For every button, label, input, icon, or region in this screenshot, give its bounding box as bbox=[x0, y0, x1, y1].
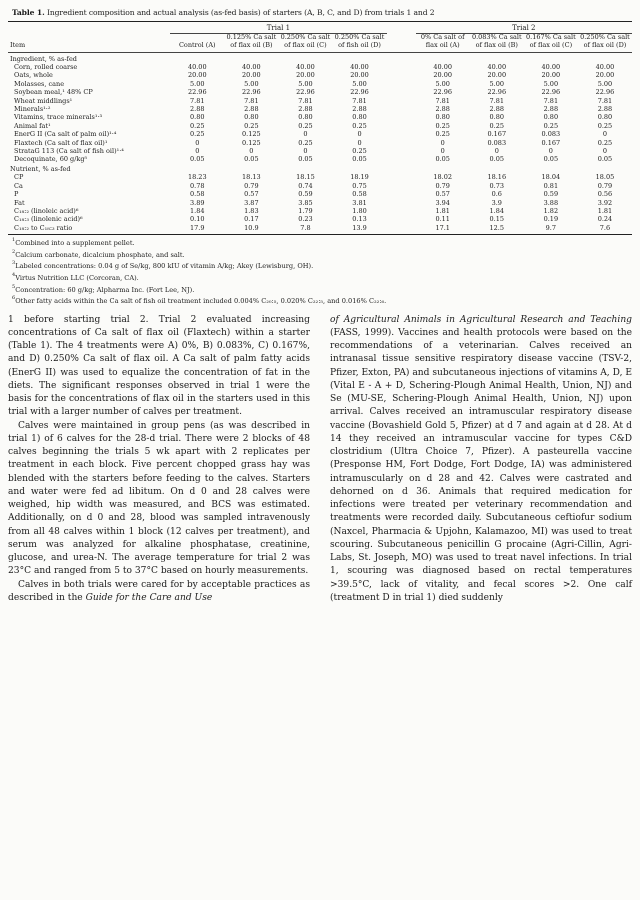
footnote-text: Concentration: 60 g/kg; Alpharma Inc. (Fort Lee, NJ). bbox=[15, 285, 195, 294]
trial1-cell: 40.00 bbox=[187, 63, 207, 71]
trial2-cell: 0 bbox=[602, 130, 608, 139]
trial1-cell: 0.25 bbox=[298, 121, 313, 130]
table-row bbox=[8, 147, 632, 155]
table-row bbox=[8, 199, 632, 207]
trial2-cell: 0 bbox=[494, 147, 499, 156]
trial2-cell: 20.00 bbox=[595, 71, 615, 80]
trial2-cell: 0.79 bbox=[597, 181, 613, 190]
trial2-cell: 0.25 bbox=[543, 121, 559, 130]
trial2-cell: 18.04 bbox=[541, 173, 561, 182]
trial2-cell: 0 bbox=[602, 147, 608, 156]
trial2-cell: 0.167 bbox=[487, 130, 507, 139]
trial2-cell: 0.79 bbox=[435, 181, 450, 190]
table-row bbox=[8, 139, 632, 147]
trial2-cell: 0.11 bbox=[435, 215, 450, 224]
table-row bbox=[8, 190, 632, 198]
trial2-cell: 0.15 bbox=[489, 215, 505, 224]
document-page bbox=[8, 0, 632, 605]
trial1-column-header: Control (A) bbox=[178, 41, 216, 49]
paragraph-italic-text: of Agricultural Animals in Agricultural Research and Teaching bbox=[330, 314, 632, 325]
trial1-cell: 10.9 bbox=[244, 223, 259, 232]
trial1-cell: 0.17 bbox=[244, 215, 259, 224]
trial2-cell: 0.05 bbox=[435, 155, 450, 164]
trial2-cell: 20.00 bbox=[541, 71, 561, 80]
trial2-cell: 0.083 bbox=[541, 130, 561, 139]
trial1-cell: 2.88 bbox=[190, 105, 205, 114]
trial2-cell: 0.80 bbox=[543, 113, 559, 122]
footnote-text: Virtus Nutrition LLC (Corcoran, CA). bbox=[15, 273, 139, 282]
table-row bbox=[8, 97, 632, 105]
trial2-cell: 0 bbox=[548, 147, 553, 156]
section-title: Ingredient, % as-fed bbox=[10, 54, 77, 63]
trial1-cell: 20.00 bbox=[350, 71, 369, 80]
trial1-cell: 18.19 bbox=[350, 173, 369, 182]
trial2-cell: 2.88 bbox=[543, 105, 559, 114]
trial1-cell: 2.88 bbox=[298, 105, 313, 114]
trial2-cell: 2.88 bbox=[435, 105, 450, 114]
trial2-cell: 0.59 bbox=[543, 190, 559, 199]
trial1-cell: 0.78 bbox=[190, 181, 205, 190]
trial1-cell: 7.81 bbox=[190, 96, 205, 105]
trial1-cell: 13.9 bbox=[352, 223, 367, 232]
footnote bbox=[8, 261, 632, 273]
row-label: Decoquinate, 60 g/kg⁵ bbox=[14, 155, 88, 164]
ingredient-table bbox=[8, 22, 632, 234]
footnote-mark: 1 bbox=[12, 237, 16, 244]
trial1-cell: 0.58 bbox=[352, 190, 367, 199]
trial1-column-header: 0.250% Ca salt of fish oil (D) bbox=[334, 33, 385, 49]
footnote bbox=[8, 296, 632, 308]
trial1-cell: 0.10 bbox=[190, 215, 205, 224]
footnote-mark: 4 bbox=[12, 271, 16, 278]
body-paragraph bbox=[330, 314, 632, 606]
trial1-cell: 0 bbox=[357, 138, 362, 147]
trial1-cell: 0 bbox=[249, 147, 254, 156]
trial2-cell: 18.02 bbox=[433, 173, 452, 182]
table-row bbox=[8, 80, 632, 88]
trial2-cell: 20.00 bbox=[487, 71, 507, 80]
row-label: Minerals¹·² bbox=[14, 105, 51, 114]
table-row bbox=[8, 71, 632, 79]
trial1-cell: 0.25 bbox=[190, 121, 205, 130]
table-row bbox=[8, 182, 632, 190]
trial2-cell: 7.81 bbox=[597, 96, 613, 105]
trial1-cell: 0.80 bbox=[190, 113, 205, 122]
trial1-cell: 3.87 bbox=[244, 198, 259, 207]
trial2-cell: 1.84 bbox=[489, 206, 505, 215]
trial1-cell: 0.25 bbox=[244, 121, 259, 130]
table-row bbox=[8, 105, 632, 113]
trial2-cell: 0.6 bbox=[491, 190, 502, 199]
trial1-cell: 2.88 bbox=[352, 105, 367, 114]
trial2-cell: 0.81 bbox=[543, 181, 559, 190]
trial2-cell: 0.25 bbox=[597, 138, 613, 147]
trial-header-row bbox=[8, 22, 632, 34]
row-label: Fat bbox=[14, 198, 25, 207]
trial2-cell: 0.80 bbox=[435, 113, 450, 122]
footnote-mark: 6 bbox=[12, 295, 16, 302]
trial1-cell: 0.58 bbox=[190, 190, 205, 199]
row-label: Animal fat¹ bbox=[14, 121, 51, 130]
table-row bbox=[8, 113, 632, 121]
table-bottom-rule bbox=[8, 234, 632, 235]
trial1-cell: 40.00 bbox=[350, 63, 369, 71]
trial2-cell: 0.73 bbox=[489, 181, 505, 190]
row-label: P bbox=[14, 190, 19, 199]
trial1-cell: 0.25 bbox=[190, 130, 205, 139]
trial1-cell: 0 bbox=[357, 130, 362, 139]
row-label: Flaxtech (Ca salt of flax oil)¹ bbox=[14, 138, 108, 147]
footnote-mark: 5 bbox=[12, 283, 16, 290]
footnote-text: Combined into a supplement pellet. bbox=[15, 239, 135, 248]
trial1-cell: 0 bbox=[303, 147, 308, 156]
trial1-cell: 0 bbox=[195, 138, 200, 147]
table-footnotes bbox=[8, 238, 632, 308]
body-paragraph bbox=[8, 579, 310, 606]
trial2-cell: 1.81 bbox=[435, 206, 450, 215]
trial2-cell: 0.05 bbox=[597, 155, 613, 164]
trial2-cell: 22.96 bbox=[541, 88, 561, 97]
trial2-cell: 5.00 bbox=[597, 79, 613, 88]
trial1-cell: 0 bbox=[195, 147, 200, 156]
trial2-cell: 3.92 bbox=[597, 198, 613, 207]
trial1-cell: 0.13 bbox=[352, 215, 367, 224]
trial2-cell: 1.81 bbox=[597, 206, 613, 215]
trial1-cell: 0.80 bbox=[244, 113, 259, 122]
table-row bbox=[8, 224, 632, 234]
trial2-cell: 0.167 bbox=[541, 138, 561, 147]
footnote-text: Calcium carbonate, dicalcium phosphate, and salt. bbox=[15, 250, 185, 259]
table-row bbox=[8, 173, 632, 181]
trial1-cell: 0.74 bbox=[298, 181, 313, 190]
trial1-cell: 0.57 bbox=[244, 190, 259, 199]
trial2-cell: 40.00 bbox=[487, 63, 507, 71]
trial2-cell: 0.24 bbox=[597, 215, 613, 224]
footnote-mark: 2 bbox=[12, 248, 16, 255]
trial2-column-header: 0.167% Ca salt of flax oil (C) bbox=[526, 33, 576, 49]
trial1-cell: 0.25 bbox=[298, 138, 313, 147]
left-column bbox=[8, 314, 310, 606]
trial1-cell: 1.84 bbox=[190, 206, 205, 215]
trial2-column-header: 0% Ca salt of flax oil (A) bbox=[420, 33, 465, 49]
trial2-cell: 40.00 bbox=[433, 63, 452, 71]
trial1-cell: 5.00 bbox=[352, 79, 367, 88]
trial1-cell: 3.89 bbox=[190, 198, 205, 207]
section-row bbox=[8, 54, 632, 63]
trial1-cell: 7.81 bbox=[244, 96, 259, 105]
row-label: Corn, rolled coarse bbox=[14, 63, 78, 71]
table-caption bbox=[12, 8, 632, 18]
row-label: Molasses, cane bbox=[14, 79, 65, 88]
footnote bbox=[8, 285, 632, 297]
trial1-cell: 0.05 bbox=[352, 155, 367, 164]
trial1-cell: 20.00 bbox=[242, 71, 261, 80]
footnote-mark: 3 bbox=[12, 260, 16, 267]
trial1-cell: 20.00 bbox=[296, 71, 315, 80]
body-paragraph bbox=[8, 314, 310, 420]
row-label: Ca bbox=[14, 181, 23, 190]
trial1-cell: 0.125 bbox=[242, 138, 261, 147]
trial1-cell: 0.75 bbox=[352, 181, 367, 190]
trial2-cell: 0.25 bbox=[435, 130, 450, 139]
trial1-cell: 1.80 bbox=[352, 206, 367, 215]
table-row bbox=[8, 88, 632, 96]
row-label: CP bbox=[14, 173, 24, 182]
row-label: Oats, whole bbox=[14, 71, 53, 80]
table-row bbox=[8, 122, 632, 130]
table-row bbox=[8, 207, 632, 215]
row-label: EnerG II (Ca salt of palm oil)¹·⁴ bbox=[14, 130, 117, 139]
trial2-cell: 7.81 bbox=[489, 96, 505, 105]
trial2-cell: 0.80 bbox=[597, 113, 613, 122]
trial2-cell: 7.81 bbox=[435, 96, 450, 105]
trial1-cell: 5.00 bbox=[298, 79, 313, 88]
trial2-cell: 3.9 bbox=[491, 198, 502, 207]
trial1-label: Trial 1 bbox=[170, 22, 386, 34]
trial1-cell: 0.25 bbox=[352, 121, 367, 130]
trial1-cell: 1.79 bbox=[298, 206, 313, 215]
trial1-cell: 2.88 bbox=[244, 105, 259, 114]
trial1-cell: 18.15 bbox=[296, 173, 315, 182]
body-paragraph bbox=[8, 420, 310, 579]
trial2-cell: 18.05 bbox=[595, 173, 615, 182]
trial1-cell: 40.00 bbox=[242, 63, 261, 71]
row-label: Vitamins, trace minerals¹·³ bbox=[14, 113, 103, 122]
trial1-cell: 0.05 bbox=[298, 155, 313, 164]
row-label: C₁₈:₃ (linolenic acid)⁶ bbox=[14, 215, 83, 224]
trial1-cell: 22.96 bbox=[242, 88, 261, 97]
table-caption-label: Table 1. bbox=[12, 8, 45, 17]
trial1-cell: 0 bbox=[303, 130, 308, 139]
trial1-cell: 0.80 bbox=[298, 113, 313, 122]
trial2-cell: 18.16 bbox=[487, 173, 507, 182]
trial1-cell: 17.9 bbox=[190, 223, 205, 232]
trial1-cell: 3.85 bbox=[298, 198, 313, 207]
table-caption-text: Ingredient composition and actual analysis (as-fed basis) of starters (A, B, C, and D) from trials 1 and 2 bbox=[46, 8, 435, 17]
trial1-cell: 1.83 bbox=[244, 206, 259, 215]
trial1-cell: 0.25 bbox=[352, 147, 367, 156]
paragraph-text: Calves were maintained in group pens (as was described in trial 1) of 6 calves for the 28-d trial. There were 2 blocks of 48 calves beginning the trials 5 wk apart with 2 replicates per treatment in each block. Five percent chopped grass hay was blended with the starters before feeding to the calves. Starters and water were fed ad libitum. On d 0 and 28 calves were weighed, hip width was measured, and BCS was estimated. Additionally, on d 0 and 28, blood was sampled intravenously from all 48 calves within 1 block (12 calves per treatment), and serum was analyzed for alkaline phosphatase, creatinine, glucose, and urea-N. The average temperature for trial 2 was 23°C and ranged from 5 to 37°C based on hourly measurements. bbox=[8, 420, 310, 577]
trial2-cell: 0.25 bbox=[435, 121, 450, 130]
footnote-text: Labeled concentrations: 0.04 g of Se/kg, 800 kIU of vitamin A/kg; Akey (Lewisburg, OH). bbox=[15, 262, 314, 271]
trial2-cell: 5.00 bbox=[543, 79, 559, 88]
table-row bbox=[8, 130, 632, 138]
trial1-column-header: 0.125% Ca salt of flax oil (B) bbox=[226, 33, 277, 49]
trial2-cell: 1.82 bbox=[543, 206, 559, 215]
trial2-cell: 0.80 bbox=[489, 113, 505, 122]
trial1-cell: 20.00 bbox=[187, 71, 207, 80]
trial2-cell: 0 bbox=[440, 138, 445, 147]
trial1-cell: 7.81 bbox=[298, 96, 313, 105]
trial2-cell: 0.083 bbox=[487, 138, 507, 147]
trial2-cell: 0.57 bbox=[435, 190, 450, 199]
paragraph-italic-text: Guide for the Care and Use bbox=[85, 592, 213, 603]
trial2-cell: 17.1 bbox=[435, 223, 450, 232]
trial1-cell: 3.81 bbox=[352, 198, 367, 207]
trial1-cell: 7.81 bbox=[352, 96, 367, 105]
paragraph-text: Calves in both trials were cared for by acceptable practices as described in the bbox=[8, 579, 310, 603]
trial1-cell: 5.00 bbox=[190, 79, 205, 88]
trial2-cell: 2.88 bbox=[597, 105, 613, 114]
row-label: StrataG 113 (Ca salt of fish oil)¹·⁴ bbox=[14, 147, 124, 156]
trial1-cell: 0.80 bbox=[352, 113, 367, 122]
trial1-cell: 5.00 bbox=[244, 79, 259, 88]
footnote bbox=[8, 273, 632, 285]
trial1-cell: 18.13 bbox=[242, 173, 261, 182]
trial2-cell: 5.00 bbox=[489, 79, 505, 88]
trial2-cell: 22.96 bbox=[487, 88, 507, 97]
footnote-text: Other fatty acids within the Ca salt of fish oil treatment included 0.004% C₂₀:₅, 0.020% C₂₂:₅, and 0.016% C₂₂:₆. bbox=[15, 297, 387, 306]
trial1-cell: 0.23 bbox=[298, 215, 313, 224]
trial2-label: Trial 2 bbox=[416, 22, 632, 34]
row-label: C₁₈:₂ (linoleic acid)⁶ bbox=[14, 206, 79, 215]
trial2-cell: 2.88 bbox=[489, 105, 505, 114]
trial2-cell: 0 bbox=[440, 147, 445, 156]
paragraph-text: (FASS, 1999). Vaccines and health protocols were based on the recommendations of a veterinarian. Calves received an intranasal tissue sensitive respiratory disease vaccine (TSV-2, Pfizer, Exton, PA) and subcutaneous injections of vitamins A, D, E (Vital E - A + D, Schering-Plough Animal Health, Union, NJ) and Se (MU-SE, Schering-Plough Animal Health, Union, NJ) upon arrival. Calves received an intramuscular respiratory disease vaccine (Bovashield Gold 5, Pfizer) at d 7 and again at d 28. At d 14 they received an intramuscular vaccine for types C&D clostridium (Ultra Choice 7, Pfizer). A pasteurella vaccine (Presponse HM, Fort Dodge, Fort Dodge, IA) was administered intramuscularly on d 28 and 42. Calves were castrated and dehorned on d 36. Animals that required medication for infections were treated per veterinary recommendation and treatments were recorded daily. Subcutaneous ceftiofur sodium (Naxcel, Pharmacia & Upjohn, Kalamazoo, MI) was used to treat scouring. Subcutaneous penicillin G procaine (Agri-Cillin, Agri-Labs, St. Joseph, MO) was used to treat navel infections. In trial 1, scouring was diagnosed based on rectal temperatures >39.5°C, lack of vitality, and fecal scores >2. One calf (treatment D in trial 1) died suddenly bbox=[330, 327, 632, 603]
trial2-cell: 3.94 bbox=[435, 198, 450, 207]
table-row bbox=[8, 155, 632, 163]
trial1-cell: 18.23 bbox=[187, 173, 207, 182]
trial1-column-header: 0.250% Ca salt of flax oil (C) bbox=[280, 33, 331, 49]
trial2-cell: 9.7 bbox=[545, 223, 557, 232]
trial2-cell: 0.19 bbox=[543, 215, 559, 224]
trial1-cell: 0.05 bbox=[190, 155, 205, 164]
trial2-cell: 5.00 bbox=[435, 79, 450, 88]
trial2-cell: 7.6 bbox=[599, 223, 611, 232]
trial2-cell: 20.00 bbox=[433, 71, 452, 80]
trial2-cell: 12.5 bbox=[489, 223, 505, 232]
section-row bbox=[8, 164, 632, 173]
row-label: Soybean meal,¹ 48% CP bbox=[14, 88, 93, 97]
footnote bbox=[8, 238, 632, 250]
body-columns bbox=[8, 314, 632, 606]
table-row bbox=[8, 63, 632, 71]
trial1-cell: 22.96 bbox=[187, 88, 207, 97]
trial2-cell: 40.00 bbox=[595, 63, 615, 71]
trial2-cell: 7.81 bbox=[543, 96, 559, 105]
trial2-cell: 40.00 bbox=[541, 63, 561, 71]
table-row bbox=[8, 215, 632, 223]
trial2-cell: 22.96 bbox=[595, 88, 615, 97]
row-label: C₁₈:₂ to C₁₈:₃ ratio bbox=[14, 223, 73, 232]
trial2-cell: 3.88 bbox=[543, 198, 559, 207]
trial2-column-header: 0.250% Ca salt of flax oil (D) bbox=[580, 33, 630, 49]
row-label: Wheat middlings¹ bbox=[14, 96, 73, 105]
trial2-cell: 0.25 bbox=[597, 121, 613, 130]
item-header: Item bbox=[10, 41, 26, 49]
trial1-cell: 0.79 bbox=[244, 181, 259, 190]
trial2-cell: 22.96 bbox=[433, 88, 452, 97]
trial2-cell: 0.05 bbox=[489, 155, 505, 164]
trial1-cell: 0.05 bbox=[244, 155, 259, 164]
right-column bbox=[330, 314, 632, 606]
trial1-cell: 22.96 bbox=[350, 88, 369, 97]
trial1-cell: 0.125 bbox=[242, 130, 261, 139]
column-header-row bbox=[8, 34, 632, 52]
trial2-cell: 0.05 bbox=[543, 155, 559, 164]
trial2-column-header: 0.083% Ca salt of flax oil (B) bbox=[471, 33, 522, 49]
trial1-cell: 22.96 bbox=[296, 88, 315, 97]
trial1-cell: 40.00 bbox=[296, 63, 315, 71]
paragraph-text: 1 before starting trial 2. Trial 2 evaluated increasing concentrations of Ca salt of flax oil (Flaxtech) within a starter (Table 1). The 4 treatments were A) 0%, B) 0.083%, C) 0.167%, and D) 0.250% Ca salt of flax oil. A Ca salt of palm fatty acids (EnerG II) was used to equalize the concentration of fat in the diets. The significant responses observed in trial 1 were the basis for the concentrations of flax oil in the starters used in this trial with a larger number of calves per treatment. bbox=[8, 314, 310, 418]
footnote bbox=[8, 250, 632, 262]
trial2-cell: 0.56 bbox=[597, 190, 613, 199]
trial2-cell: 0.25 bbox=[489, 121, 505, 130]
trial1-cell: 0.59 bbox=[298, 190, 313, 199]
section-title: Nutrient, % as-fed bbox=[10, 164, 71, 173]
trial1-cell: 7.8 bbox=[300, 223, 311, 232]
